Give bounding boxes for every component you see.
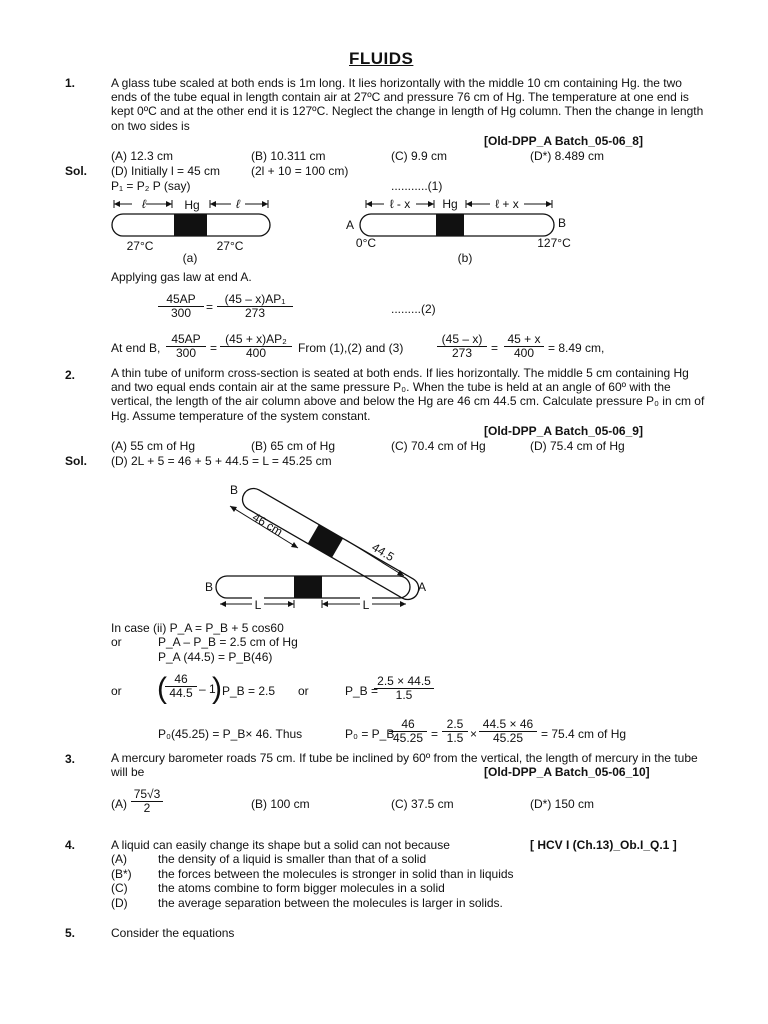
case-line: In case (ii) P_A = P_B + 5 cos60: [111, 621, 284, 635]
eq2-left-fraction: [158, 293, 204, 320]
q4-option-a-text: the density of a liquid is smaller than that of a solid: [158, 852, 427, 866]
p0-fraction-1: [389, 718, 427, 745]
fig-b-temp-left: 0°C: [355, 236, 377, 250]
eq3-left-numerator: 45AP: [166, 333, 206, 347]
q2-option-b: (B) 65 cm of Hg: [251, 439, 336, 453]
p0-fraction-2: [442, 718, 468, 745]
eq4-right-numerator: 45 + x: [504, 333, 544, 347]
eq2-equals: =: [206, 300, 214, 314]
eq3-right-fraction: [220, 333, 292, 360]
tube-figure-b: [340, 196, 580, 266]
or-label-2: or: [111, 684, 122, 698]
q1-option-d: (D*) 8.489 cm: [530, 149, 605, 163]
horizontal-length-left: L: [254, 598, 262, 612]
q4-option-d-text: the average separation between the molecules is larger in solids.: [158, 896, 503, 910]
q3-option-a-numerator: 75√3: [131, 788, 163, 802]
q1-solution-label: Sol.: [65, 164, 88, 178]
q3-option-b: (B) 100 cm: [251, 797, 310, 811]
end-b-label: At end B,: [111, 341, 161, 355]
q4-reference: [ HCV I (Ch.13)_Ob.I_Q.1 ]: [530, 838, 677, 852]
fig-a-hg-label: Hg: [184, 198, 200, 212]
p0-fraction-2-denominator: 1.5: [446, 731, 464, 745]
q1-reference: [Old-DPP_A Batch_05-06_8]: [484, 134, 643, 148]
q5-number: 5.: [65, 926, 76, 940]
q2-solution-label: Sol.: [65, 454, 88, 468]
page-title: FLUIDS: [349, 49, 414, 68]
horizontal-tube-mercury: [294, 576, 322, 598]
fig-a-right-length: ℓ: [236, 197, 240, 211]
eq4-equals: =: [491, 341, 499, 355]
paren-open: (: [157, 672, 167, 705]
fig-b-caption: (b): [457, 251, 473, 265]
eq2-left-denominator: 300: [170, 306, 192, 320]
q1-equation-1-tag: ...........(1): [391, 179, 443, 193]
horizontal-length-right: L: [362, 598, 370, 612]
fig-a-temp-right: 27°C: [216, 239, 244, 253]
q4-option-d-label: (D): [111, 896, 128, 910]
q2-number: 2.: [65, 368, 76, 382]
p0-fraction-3: [479, 718, 537, 745]
fig-b-end-b: B: [558, 216, 567, 230]
inclined-length-top: 46 cm: [249, 509, 286, 539]
eq2-right-numerator: (45 – x)AP₁: [217, 293, 293, 307]
q1-text: A glass tube scaled at both ends is 1m long. It lies horizontally with the middle 10 cm containing Hg. the two ends of the tube equal in length contain air at 27ºC and pressure 76 cm of Hg. The temperature at one end is kept 0ºC and at the other end it is 127ºC. Neglect the change in length of Hg column. Then the change in length on two sides is: [111, 76, 704, 133]
fig-a-mercury: [174, 214, 207, 236]
eq3-left-denominator: 300: [175, 346, 197, 360]
p0-fraction-2-numerator: 2.5: [442, 718, 468, 732]
eq4-right-denominator: 400: [513, 346, 535, 360]
q2-option-a: (A) 55 cm of Hg: [111, 439, 196, 453]
q2-option-d: (D) 75.4 cm of Hg: [530, 439, 625, 453]
inclined-tube-mercury: [308, 524, 343, 557]
eq2-left-numerator: 45AP: [158, 293, 204, 307]
q3-reference: [Old-DPP_A Batch_05-06_10]: [484, 765, 650, 779]
eq2-right-denominator: 273: [244, 306, 266, 320]
q1-solution-total: (2l + 10 = 100 cm): [251, 164, 349, 178]
horizontal-end-a: A: [418, 580, 427, 594]
p0-equation-start: P₀ = P_B: [345, 727, 395, 741]
q4-text: A liquid can easily change its shape but a solid can not because: [111, 838, 450, 852]
q1-gas-law-line: Applying gas law at end A.: [111, 270, 252, 284]
q3-option-d: (D*) 150 cm: [530, 797, 595, 811]
pb-denominator: 1.5: [395, 688, 413, 702]
q5-text: Consider the equations: [111, 926, 235, 940]
boyle-line: P_A (44.5) = P_B(46): [158, 650, 273, 664]
q3-option-a-fraction: [131, 788, 163, 815]
inclined-tube-figure: [200, 476, 440, 616]
p0-fraction-3-numerator: 44.5 × 46: [479, 718, 537, 732]
inclined-length-bottom: 44.5: [369, 540, 397, 565]
ratio-minus-one: – 1: [199, 682, 216, 696]
fig-b-right-length: ℓ + x: [495, 197, 519, 211]
pb-label: P_B =: [345, 684, 379, 698]
q4-option-a-label: (A): [111, 852, 127, 866]
ratio-denominator: 44.5: [169, 686, 193, 700]
horizontal-end-b: B: [205, 580, 214, 594]
q2-text: A thin tube of uniform cross-section is seated at both ends. If lies horizontally. The middle 5 cm containing Hg and two equal ends contain air at the same pressure P₀. When the tube is held at an angle of 60º with the vertical, the length of the air column above and below the Hg are 46 cm 44.5 cm. Calculate pressure P₀ in cm of Hg. Assume temperature of the system constant.: [111, 366, 705, 423]
fig-b-mercury: [436, 214, 464, 236]
pb-fraction: [374, 675, 434, 702]
p0-fraction-3-denominator: 45.25: [492, 731, 524, 745]
p0-relation: P₀(45.25) = P_B× 46. Thus: [158, 727, 303, 741]
eq4-result: = 8.49 cm,: [548, 341, 605, 355]
q1-option-b: (B) 10.311 cm: [251, 149, 326, 163]
q4-number: 4.: [65, 838, 76, 852]
ratio-numerator: 46: [165, 673, 197, 687]
ratio-result: P_B = 2.5: [222, 684, 276, 698]
eq2-right-fraction: [217, 293, 293, 320]
fig-b-temp-right: 127°C: [537, 236, 571, 250]
q3-text: A mercury barometer roads 75 cm. If tube be inclined by 60º from the vertical, the length of mercury in the tube will be: [111, 751, 698, 780]
fig-b-end-a: A: [346, 218, 355, 232]
eq3-right-numerator: (45 + x)AP₂: [220, 333, 292, 347]
p0-equals: =: [431, 727, 439, 741]
p0-result: = 75.4 cm of Hg: [541, 727, 627, 741]
from-equations-text: From (1),(2) and (3): [298, 341, 404, 355]
q1-equation-1: P₁ = P₂ P (say): [111, 179, 191, 193]
fig-a-temp-left: 27°C: [126, 239, 154, 253]
or-label-1: or: [111, 635, 122, 649]
q3-option-a-denominator: 2: [143, 801, 151, 815]
inclined-end-b: B: [230, 483, 239, 497]
pb-numerator: 2.5 × 44.5: [374, 675, 434, 689]
eq4-left-denominator: 273: [451, 346, 473, 360]
q1-solution-initial: (D) Initially l = 45 cm: [111, 164, 221, 178]
eq4-right-fraction: [504, 333, 544, 360]
ratio-fraction: [165, 673, 197, 700]
eq3-left-fraction: [166, 333, 206, 360]
q3-number: 3.: [65, 752, 76, 766]
p0-fraction-1-denominator: 45.25: [392, 731, 424, 745]
q3-option-c: (C) 37.5 cm: [391, 797, 454, 811]
q1-number: 1.: [65, 76, 76, 90]
q2-reference: [Old-DPP_A Batch_05-06_9]: [484, 424, 643, 438]
q4-option-b-label: (B*): [111, 867, 132, 881]
eq4-left-fraction: [437, 333, 487, 360]
pressure-difference-line: P_A – P_B = 2.5 cm of Hg: [158, 635, 298, 649]
q3-option-a-label: (A): [111, 797, 127, 811]
or-label-3: or: [298, 684, 309, 698]
q4-option-b-text: the forces between the molecules is stronger in solid than in liquids: [158, 867, 514, 881]
fig-a-caption: (a): [182, 251, 198, 265]
q4-option-c-text: the atoms combine to form bigger molecules in a solid: [158, 881, 445, 895]
fig-b-left-length: ℓ - x: [389, 197, 411, 211]
q1-option-c: (C) 9.9 cm: [391, 149, 448, 163]
fig-b-hg-label: Hg: [442, 197, 458, 211]
eq3-right-denominator: 400: [245, 346, 267, 360]
fig-a-left-length: ℓ: [142, 197, 146, 211]
eq2-tag: .........(2): [391, 302, 436, 316]
q1-option-a: (A) 12.3 cm: [111, 149, 174, 163]
eq4-left-numerator: (45 – x): [437, 333, 487, 347]
q2-solution-line: (D) 2L + 5 = 46 + 5 + 44.5 = L = 45.25 cm: [111, 454, 332, 468]
p0-times: ×: [470, 727, 478, 741]
paren-close: ): [212, 672, 222, 705]
tube-figure-a: [110, 196, 280, 266]
q4-option-c-label: (C): [111, 881, 128, 895]
eq3-equals: =: [210, 341, 218, 355]
p0-fraction-1-numerator: 46: [389, 718, 427, 732]
q2-option-c: (C) 70.4 cm of Hg: [391, 439, 486, 453]
